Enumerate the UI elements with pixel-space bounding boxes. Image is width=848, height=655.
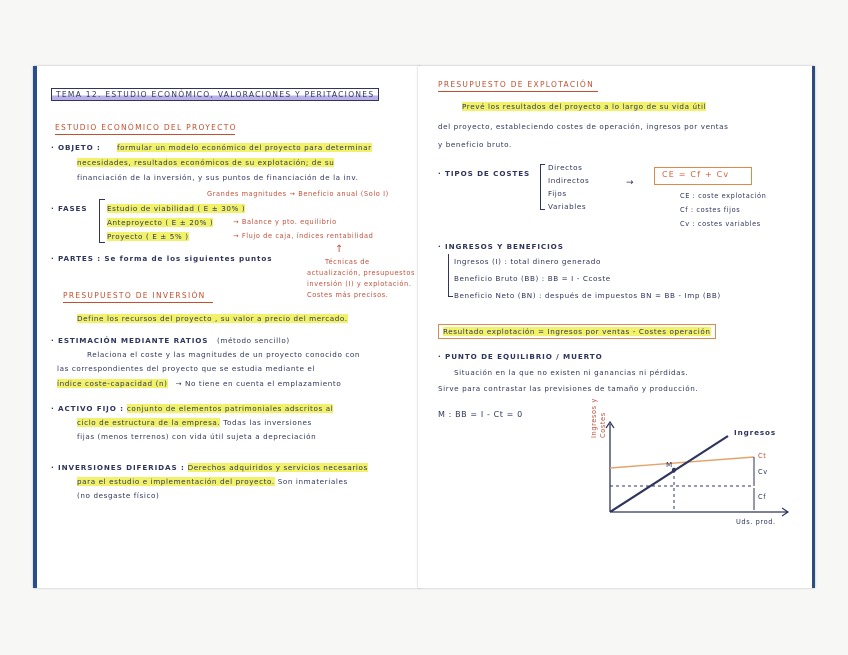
right-notes-page (418, 66, 815, 588)
cv-label: Cv (758, 468, 768, 476)
fases-label: · FASES (51, 204, 88, 213)
inv-label: · INVERSIONES DIFERIDAS : (51, 463, 185, 472)
ce-def: CE : coste explotación (680, 192, 767, 200)
y-axis-label (590, 398, 608, 438)
fase3-note: → Flujo de caja, índices rentabilidad (233, 232, 374, 240)
beneficio-neto-line: Beneficio Neto (BN) : después de impuestos BN = BB - Imp (BB) (454, 291, 721, 300)
left-notes-page (33, 66, 421, 588)
estimacion-paren: (método sencillo) (217, 336, 290, 345)
inv-line-1: Derechos adquiridos y servicios necesarios (187, 463, 368, 472)
objeto-line-1: formular un modelo económico del proyecto para determinar (117, 143, 372, 152)
partes-text: · PARTES : Se forma de los siguientes puntos (51, 254, 273, 263)
section-title-explotacion: PRESUPUESTO DE EXPLOTACIÓN (438, 80, 594, 89)
ingresos-line: Ingresos (I) : total dinero generado (454, 257, 601, 266)
fase1-label: Estudio de viabilidad ( E ± 30% ) (107, 204, 246, 213)
estimacion-line-2: las correspondientes del proyecto que se estudia mediante el (57, 364, 315, 373)
fase1 (107, 204, 245, 213)
tipos-label: · TIPOS DE COSTES (438, 169, 531, 178)
ingresos-label: · INGRESOS Y BENEFICIOS (438, 242, 564, 251)
inv-line-2 (77, 477, 348, 486)
cf-label: Cf (758, 493, 767, 501)
tecnicas-line-1: Técnicas de (325, 258, 370, 266)
section-underline-2 (63, 302, 213, 303)
cf-def: Cf : costes fijos (680, 206, 741, 214)
pe-line-1 (462, 102, 706, 111)
point-m-label: M (666, 460, 673, 469)
objeto-line-3: financiación de la inversión, y sus puntos de financiación de la inv. (77, 173, 359, 182)
pe-line-1-span: Prevé los resultados del proyecto a lo largo de su vida útil (462, 102, 707, 111)
income-line (610, 436, 728, 512)
fases-bracket (99, 199, 105, 243)
objeto-line-2: necesidades, resultados económicos de su explotación; de su (77, 158, 335, 167)
section-title-inversion: PRESUPUESTO DE INVERSIÓN (63, 291, 206, 300)
section-title-estudio: ESTUDIO ECONÓMICO DEL PROYECTO (55, 123, 237, 132)
estimacion-line-1: Relaciona el coste y las magnitudes de un proyecto conocido con (87, 350, 361, 359)
activo-line-3: fijas (menos terrenos) con vida útil sujeta a depreciación (77, 432, 317, 441)
tipo-indirectos: Indirectos (548, 176, 590, 185)
section-underline (55, 134, 235, 135)
estimacion-note: → No tiene en cuenta el emplazamiento (175, 379, 342, 388)
beneficio-bruto-line: Beneficio Bruto (BB) : BB = I - Ccoste (454, 274, 611, 283)
pe-line-2: del proyecto, estableciendo costes de operación, ingresos por ventas (438, 122, 729, 131)
inv-line-3: (no desgaste físico) (77, 491, 160, 500)
activo-line-2 (77, 418, 312, 427)
fase2-note: → Balance y pto. equilibrio (233, 218, 337, 226)
ingresos-line-label: Ingresos (734, 428, 777, 437)
estimacion-indice: índice coste-capacidad (n) (57, 379, 168, 388)
partes (51, 254, 272, 263)
inversiones-diferidas (51, 463, 368, 472)
pi-text (77, 314, 348, 323)
ce-formula: CE = Cf + Cv (662, 170, 730, 179)
tecnicas-line-2: actualización, presupuestos (307, 269, 416, 277)
tipo-fijos: Fijos (548, 189, 567, 198)
estimacion-line-3 (57, 379, 341, 388)
activo-line-2b: Todas las inversiones (223, 418, 312, 427)
activo-line-1: conjunto de elementos patrimoniales adscritos al (126, 404, 334, 413)
x-axis-label: Uds. prod. (736, 518, 776, 526)
section-underline-3 (438, 91, 598, 92)
punto-formula: M : BB = I - Ct = 0 (438, 410, 523, 419)
resultado-box (438, 324, 716, 339)
page-title: TEMA 12. ESTUDIO ECONÓMICO, VALORACIONES Y PERITACIONES (51, 88, 379, 101)
activo-fijo (51, 404, 333, 413)
punto-label: · PUNTO DE EQUILIBRIO / MUERTO (438, 352, 603, 361)
punto-line-1: Situación en la que no existen ni ganancias ni pérdidas. (454, 368, 689, 377)
pi-text-span: Define los recursos del proyecto , su valor a precio del mercado. (77, 314, 348, 323)
fase2-label: Anteproyecto ( E ± 20% ) (107, 218, 214, 227)
activo-line-2a: ciclo de estructura de la empresa. (77, 418, 221, 427)
tipo-variables: Variables (548, 202, 587, 211)
objeto-label: · OBJETO : (51, 143, 101, 152)
tecnicas-line-4: Costes más precisos. (307, 291, 389, 299)
inv-line-2b: Son inmateriales (277, 477, 348, 486)
punto-line-2: Sirve para contrastar las previsiones de tamaño y producción. (438, 384, 699, 393)
activo-label: · ACTIVO FIJO : (51, 404, 124, 413)
y-axis-label-2: Costes (599, 412, 607, 438)
pe-line-3: y beneficio bruto. (438, 140, 512, 149)
fase3-label: Proyecto ( E ± 5% ) (107, 232, 189, 241)
resultado-text: Resultado explotación = Ingresos por ventas - Costes operación (443, 327, 711, 336)
cv-def: Cv : costes variables (680, 220, 761, 228)
fase3 (107, 232, 189, 241)
tipo-directos: Directos (548, 163, 583, 172)
fase2 (107, 218, 213, 227)
ingresos-bracket (448, 254, 453, 297)
inv-line-2a: para el estudio e implementación del proyecto. (77, 477, 275, 486)
tipos-bracket (540, 164, 545, 210)
arrow-right-icon: → (626, 178, 635, 188)
ct-label: Ct (758, 452, 767, 460)
estimacion-label: · ESTIMACIÓN MEDIANTE RATIOS (51, 336, 209, 345)
tecnicas-line-3: inversión (I) y explotación. (307, 280, 412, 288)
fase1-note: Grandes magnitudes → Beneficio anual (Solo I) (207, 190, 389, 198)
up-arrow-icon: ↑ (335, 244, 344, 255)
y-axis-label-1: Ingresos y (590, 398, 598, 438)
